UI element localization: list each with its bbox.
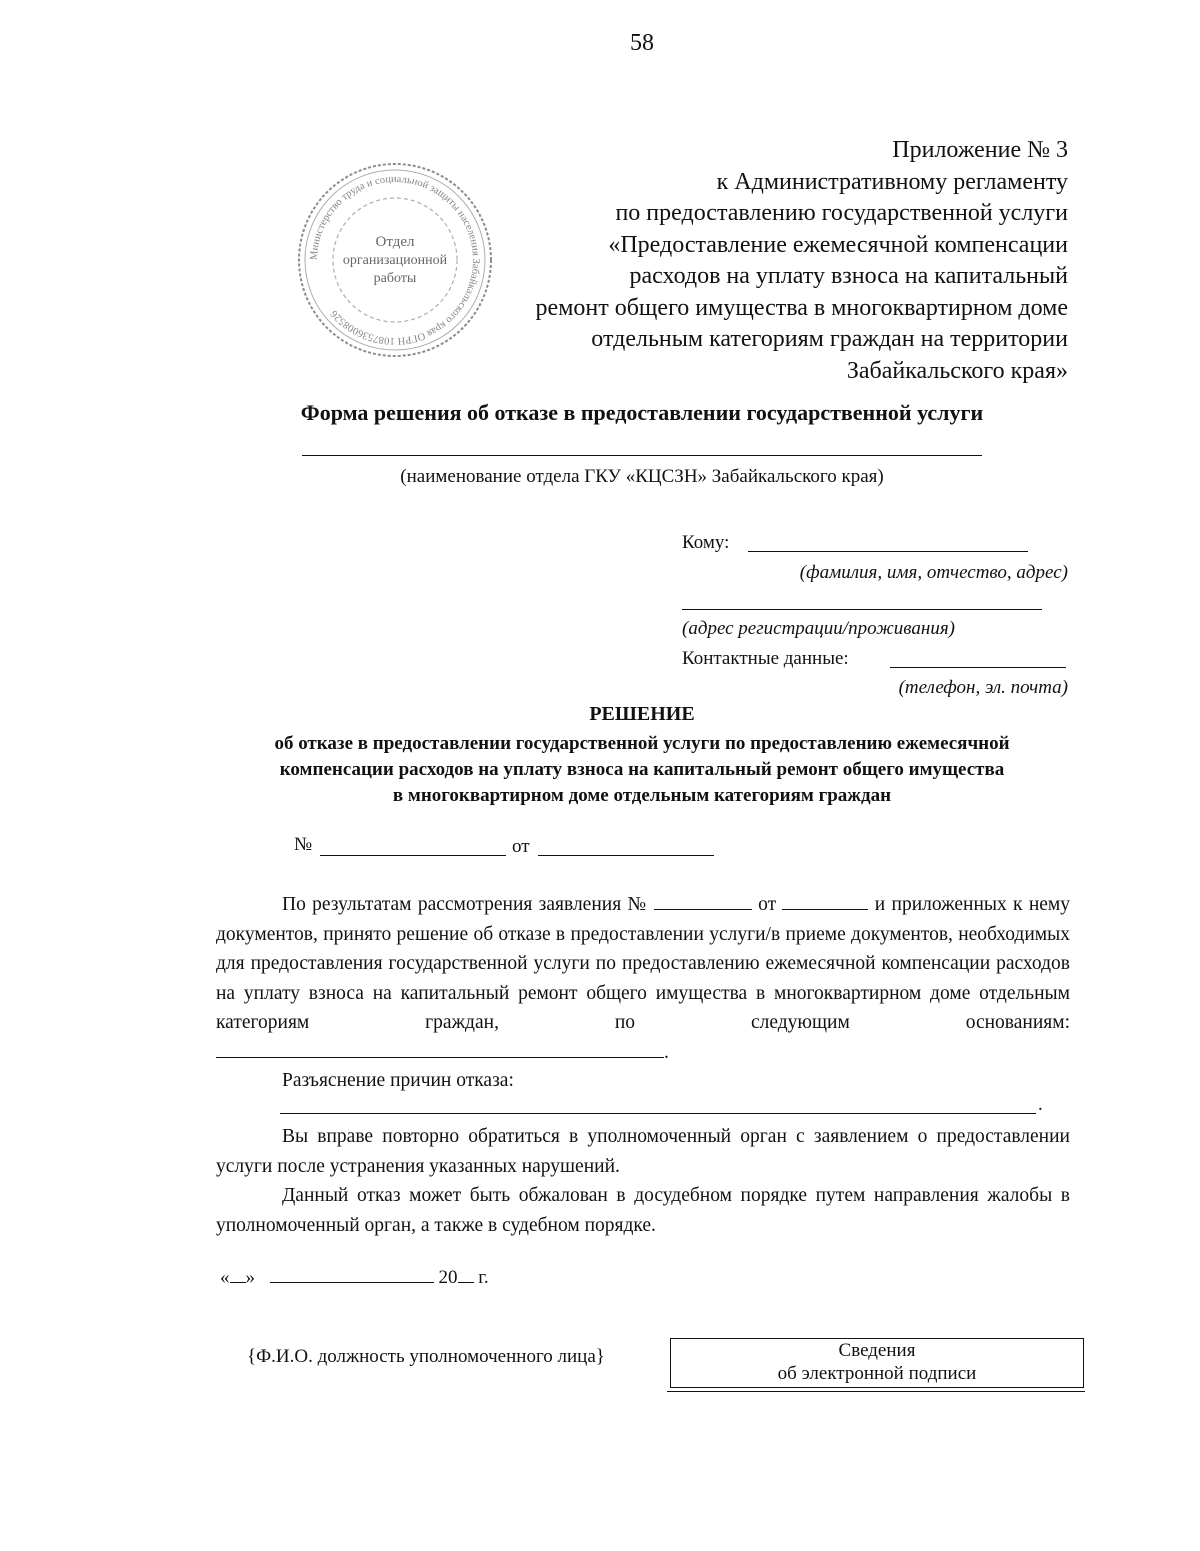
e-signature-line-2: об электронной подписи	[777, 1363, 977, 1384]
form-title: Форма решения об отказе в предоставлении государственной услуги	[300, 400, 984, 425]
contacts-label: Контактные данные:	[682, 648, 849, 669]
org-name-caption: (наименование отдела ГКУ «КЦСЗН» Забайкальского края)	[400, 466, 884, 487]
e-signature-box	[670, 1338, 1084, 1388]
application-number-blank	[654, 891, 752, 910]
p1-start: По результатам рассмотрения заявления №	[282, 894, 648, 915]
stamp-line-1: Отдел	[375, 234, 415, 250]
appendix-line: по предоставлению государственной услуги	[615, 200, 1068, 226]
refusal-reason-label: Разъяснение причин отказа:	[282, 1070, 514, 1091]
appendix-line: расходов на уплату взноса на капитальный	[629, 263, 1068, 289]
appendix-line: Приложение № 3	[892, 137, 1068, 163]
to-blank	[748, 551, 1028, 552]
appendix-line: ремонт общего имущества в многоквартирном доме	[535, 294, 1068, 321]
p1-from: от	[758, 894, 777, 915]
decision-from-label: от	[512, 836, 530, 857]
stamp-line-2: организационной	[342, 253, 448, 268]
decision-title: РЕШЕНИЕ	[589, 703, 695, 725]
stamp-line-3: работы	[373, 271, 417, 286]
application-date-blank	[782, 891, 868, 910]
body-paragraph-1: По результатам рассмотрения заявления № от и приложенных к нему документов, принято решение об отказе в предоставлении услуги/в приеме документов, необходимых для предоставления государственной услуги по предоставлению ежемесячной компенсации расходов на уплату взноса на капитальный ремонт общего имущества в многоквартирном доме отдельным категориям граждан, по следующим основаниям: .	[216, 890, 1070, 1067]
decision-subtitle	[0, 731, 1200, 809]
body-paragraph-3: Вы вправе повторно обратиться в уполномоченный орган с заявлением о предоставлении услуги после устранения указанных нарушений.	[216, 1126, 1070, 1177]
month-blank	[270, 1264, 434, 1283]
decision-date-blank	[538, 855, 714, 856]
appendix-line: Забайкальского края»	[846, 357, 1068, 384]
appendix-line: «Предоставление ежемесячной компенсации	[608, 231, 1068, 258]
contacts-caption: (телефон, эл. почта)	[898, 677, 1068, 698]
decision-number-blank	[320, 855, 506, 856]
contacts-blank	[890, 667, 1066, 668]
date-line: « » 20 г.	[220, 1264, 489, 1289]
decision-subtitle-line: в многоквартирном доме отдельным категориям граждан	[392, 785, 892, 806]
address-caption: (адрес регистрации/проживания)	[682, 618, 955, 639]
address-blank	[682, 609, 1042, 610]
e-signature-line-1: Сведения	[838, 1340, 916, 1361]
grounds-blank	[216, 1039, 664, 1058]
stamp-ring-text: Министерство труда и социальной защиты населения Забайкальского края ОГРН 1087536008526	[308, 173, 482, 347]
year-blank	[458, 1264, 474, 1283]
appendix-line: к Административному регламенту	[716, 168, 1068, 195]
decision-subtitle-line: компенсации расходов на уплату взноса на капитальный ремонт общего имущества	[279, 759, 1005, 780]
day-blank	[230, 1264, 246, 1283]
to-label: Кому:	[682, 532, 730, 553]
appendix-header	[428, 135, 1068, 387]
official-caption: {Ф.И.О. должность уполномоченного лица}	[247, 1346, 605, 1367]
org-name-blank	[302, 455, 982, 456]
refusal-reason-blank	[280, 1113, 1036, 1114]
body-paragraph-4: Данный отказ может быть обжалован в досудебном порядке путем направления жалобы в уполномоченный орган, а также в судебном порядке.	[216, 1185, 1070, 1236]
page-number: 58	[630, 30, 654, 56]
decision-number-label: №	[294, 834, 313, 855]
appendix-line: отдельным категориям граждан на территории	[591, 326, 1068, 352]
name-caption: (фамилия, имя, отчество, адрес)	[799, 562, 1068, 583]
p1-rest: и приложенных к нему документов, принято решение об отказе в предоставлении услуги/в приеме документов, необходимых для предоставления государственной услуги по предоставлению ежемесячной компенсации расходов на уплату взноса на капитальный ремонт общего имущества в многоквартирном доме отдельным категориям граждан, по следующим основаниям:	[216, 894, 1071, 1033]
decision-subtitle-line: об отказе в предоставлении государственной услуги по предоставлению ежемесячной	[274, 733, 1010, 754]
